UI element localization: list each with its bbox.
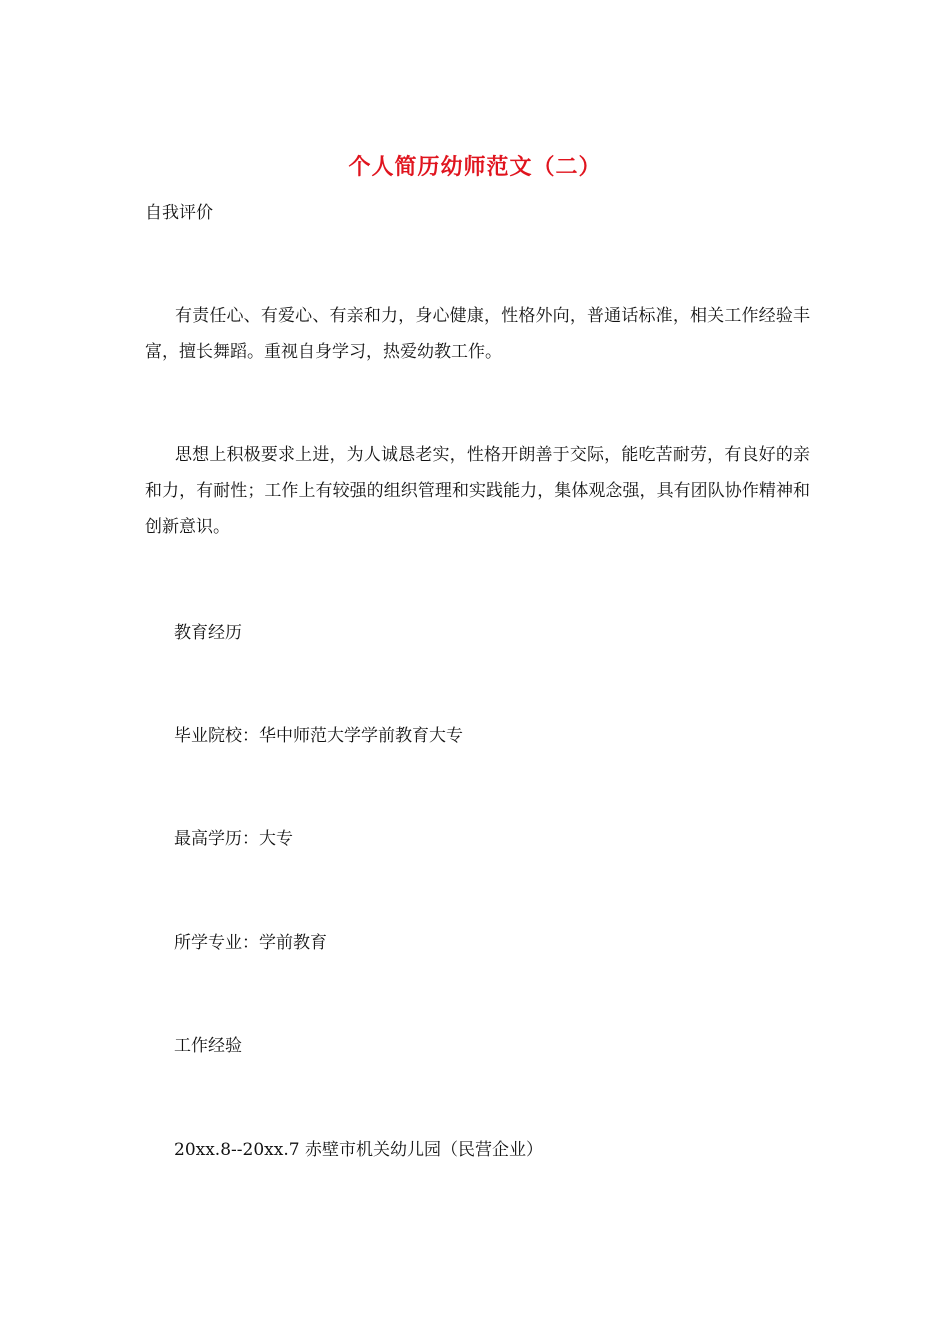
work-experience-heading: 工作经验 bbox=[174, 1036, 242, 1056]
self-evaluation-heading: 自我评价 bbox=[145, 203, 213, 223]
major-field: 所学专业：学前教育 bbox=[174, 933, 327, 953]
highest-degree: 最高学历：大专 bbox=[174, 829, 293, 849]
document-title: 个人简历幼师范文（二） bbox=[348, 154, 602, 180]
self-evaluation-paragraph-1: 有责任心、有爱心、有亲和力，身心健康，性格外向，普通话标准，相关工作经验丰富，擅长舞蹈。重视自身学习，热爱幼教工作。 bbox=[145, 306, 810, 362]
graduation-school: 毕业院校：华中师范大学学前教育大专 bbox=[174, 726, 463, 746]
work-experience-item: 20xx.8--20xx.7 赤壁市机关幼儿园（民营企业） bbox=[174, 1140, 543, 1160]
education-heading: 教育经历 bbox=[174, 623, 242, 643]
self-evaluation-paragraph-2: 思想上积极要求上进，为人诚恳老实，性格开朗善于交际，能吃苦耐劳，有良好的亲和力，有耐性；工作上有较强的组织管理和实践能力，集体观念强，具有团队协作精神和创新意识。 bbox=[145, 445, 810, 537]
